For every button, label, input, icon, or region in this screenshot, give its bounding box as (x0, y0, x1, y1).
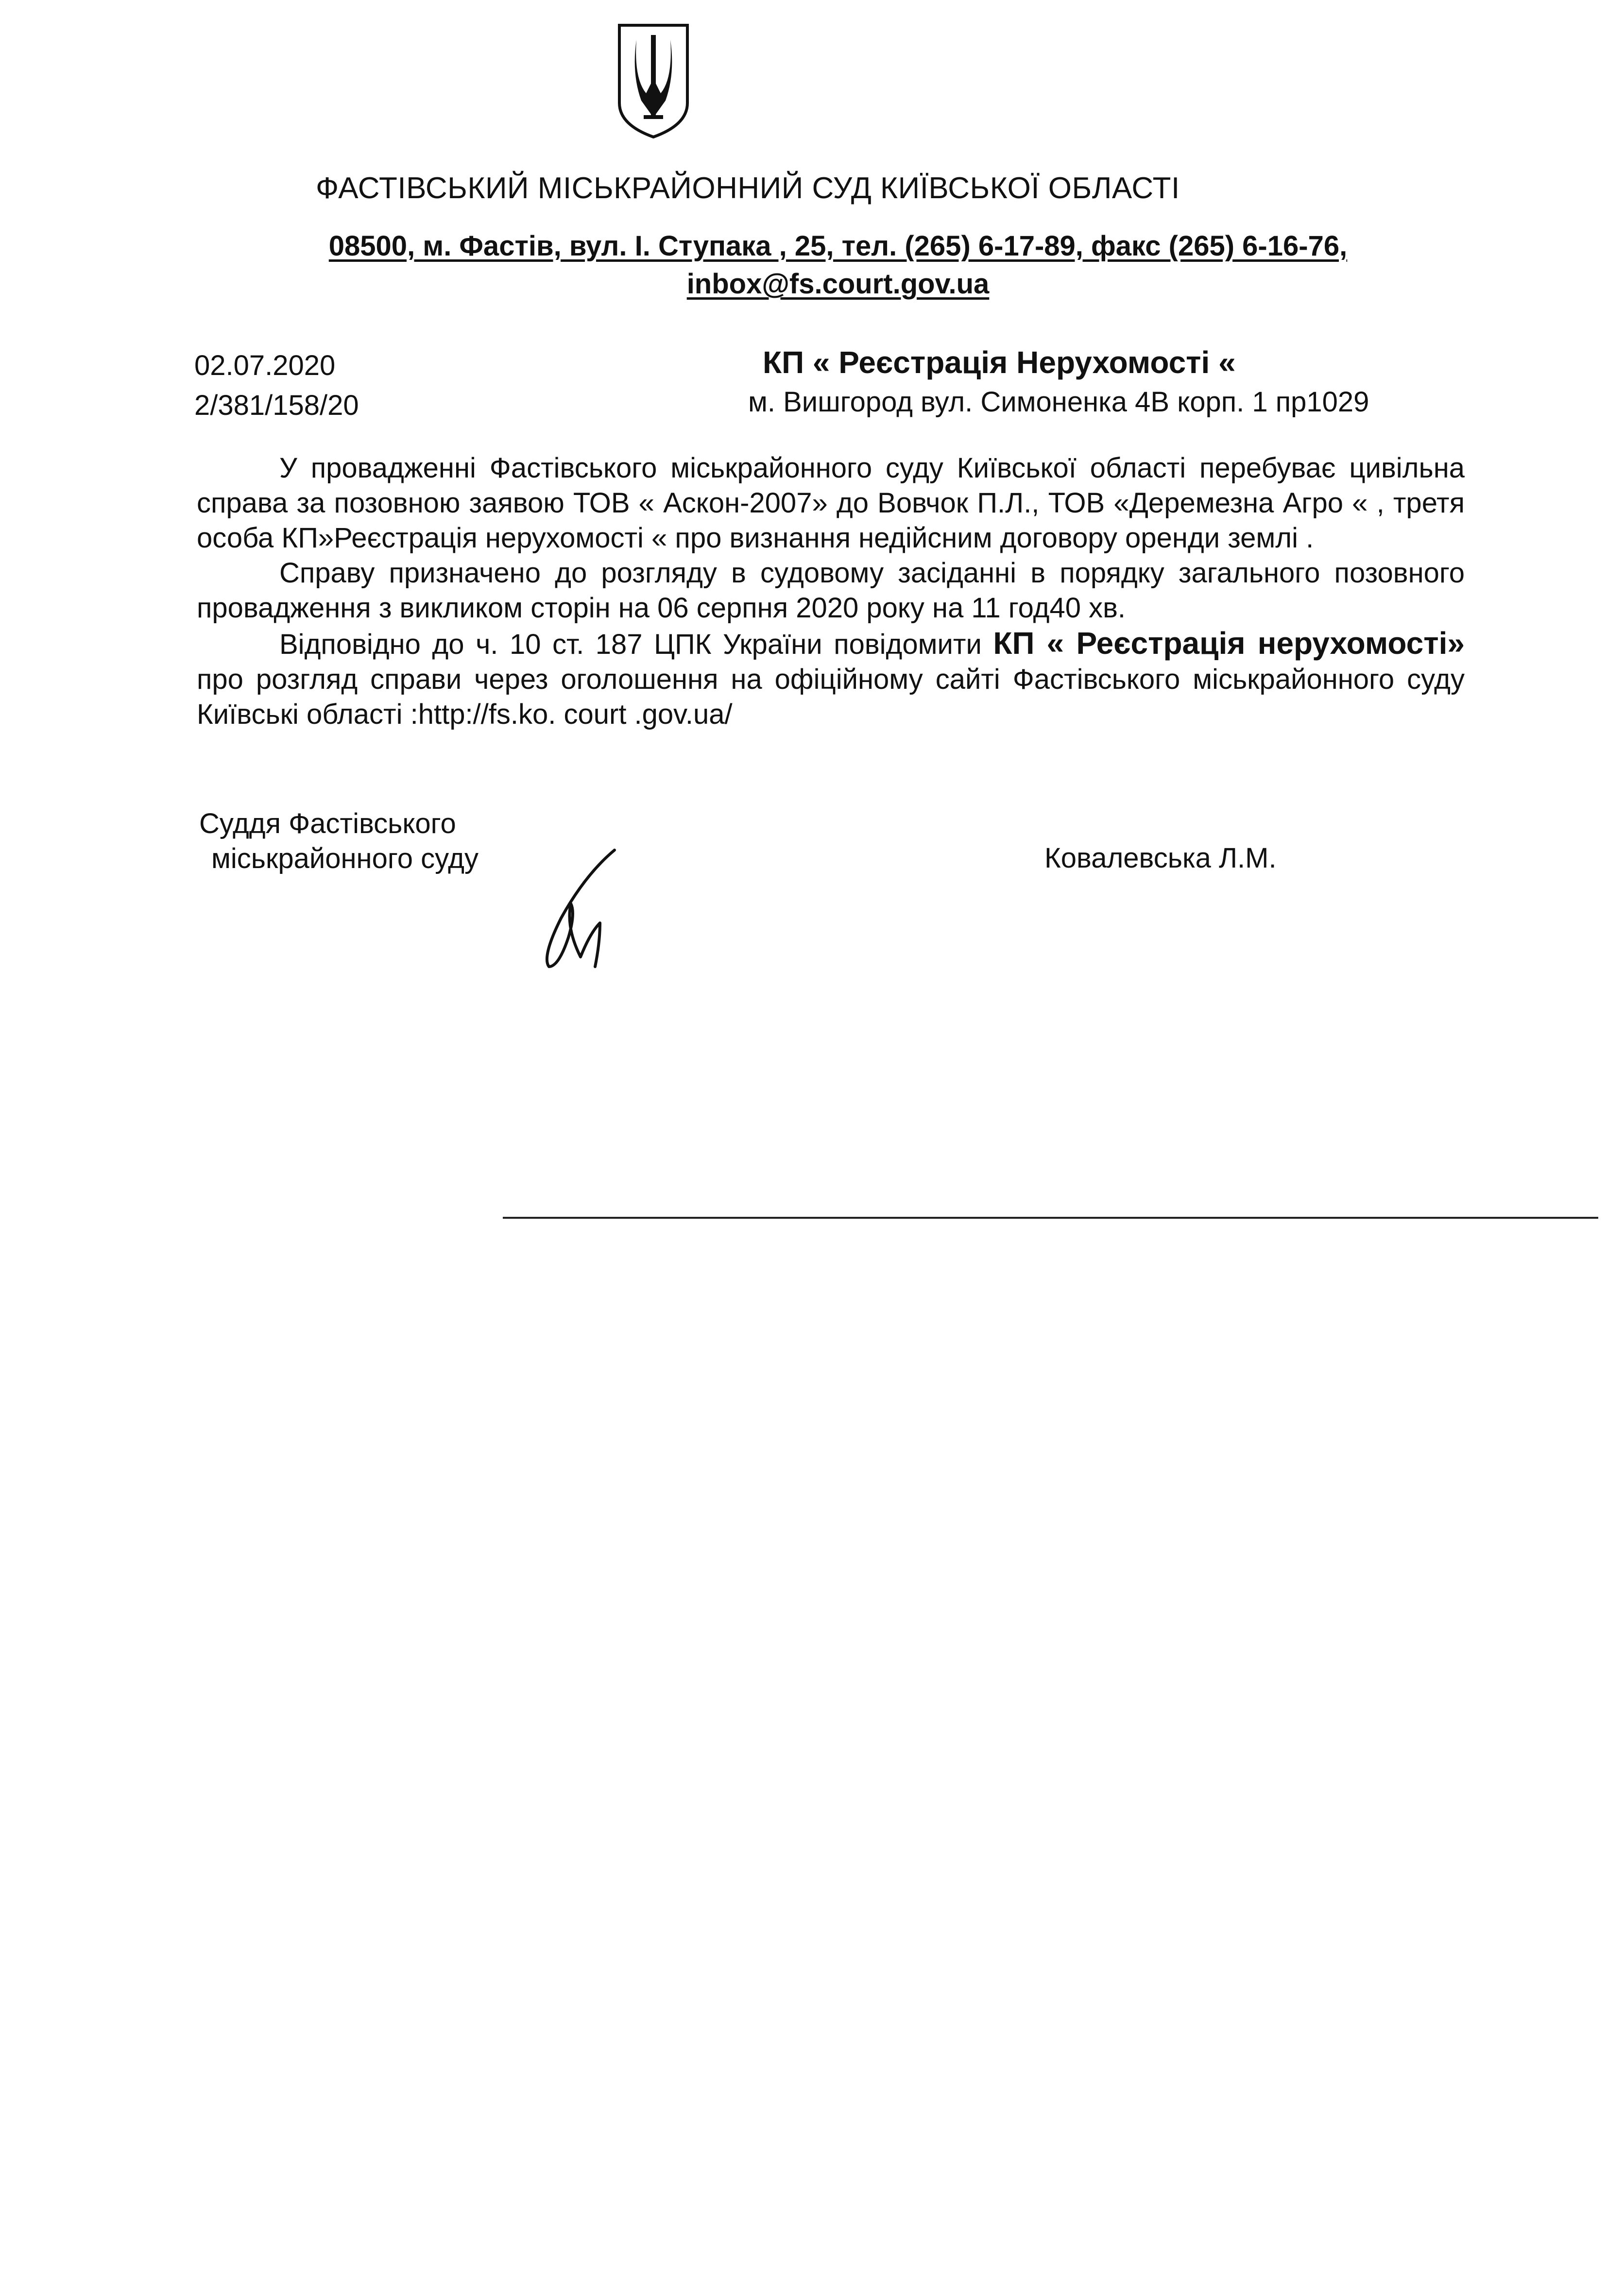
body-paragraph-3 (197, 626, 1465, 732)
case-number: 2/381/158/20 (194, 390, 359, 421)
court-email: inbox@fs.court.gov.ua (686, 268, 990, 300)
letter-date: 02.07.2020 (194, 350, 336, 381)
body-paragraph-3-end: про розгляд справи через оголошення на офіційному сайті Фастівського міськрайонного суду Київські області :http://fs.ko. court .gov.ua/ (197, 664, 1465, 730)
coat-of-arms-icon (615, 20, 692, 142)
recipient-address: м. Вишгород вул. Симоненка 4В корп. 1 пр1029 (748, 386, 1369, 418)
recipient-block (748, 342, 1467, 422)
signature-title-line2: міськрайонного суду (211, 843, 479, 874)
handwritten-signature (527, 845, 639, 976)
letter-body (197, 451, 1465, 732)
court-address-line1: 08500, м. Фастів, вул. І. Ступака , 25, тел. (265) 6-17-89, факс (265) 6-16-76, (328, 230, 1348, 262)
body-paragraph-1: У провадженні Фастівського міськрайонного суду Київської області перебуває цивільна справа за позовною заявою ТОВ « Аскон-2007» до Вовчок П.Л., ТОВ «Деремезна Агро « , третя особа КП»Реєстрація нерухомості « про визнання недійсним договору оренди землі . (197, 452, 1465, 554)
body-paragraph-2: Справу призначено до розгляду в судовому засіданні в порядку загального позовного провадження з викликом сторін на 06 серпня 2020 року на 11 год40 хв. (197, 557, 1465, 624)
body-paragraph-3-recipient: КП « Реєстрація нерухомості» (993, 626, 1465, 661)
signature-title-line1: Суддя Фастівського (199, 808, 456, 839)
court-name: ФАСТІВСЬКИЙ МІСЬКРАЙОННИЙ СУД КИЇВСЬКОЇ ОБЛАСТІ (316, 171, 1180, 205)
signature-title (199, 806, 479, 876)
court-address (279, 227, 1397, 303)
judge-name: Ковалевська Л.М. (1044, 842, 1277, 874)
footer-divider (503, 1217, 1598, 1219)
body-paragraph-3-start: Відповідно до ч. 10 ст. 187 ЦПК України повідомити (279, 629, 993, 660)
letter-meta (194, 346, 359, 426)
recipient-name: КП « Реєстрація Нерухомості « (763, 345, 1236, 380)
